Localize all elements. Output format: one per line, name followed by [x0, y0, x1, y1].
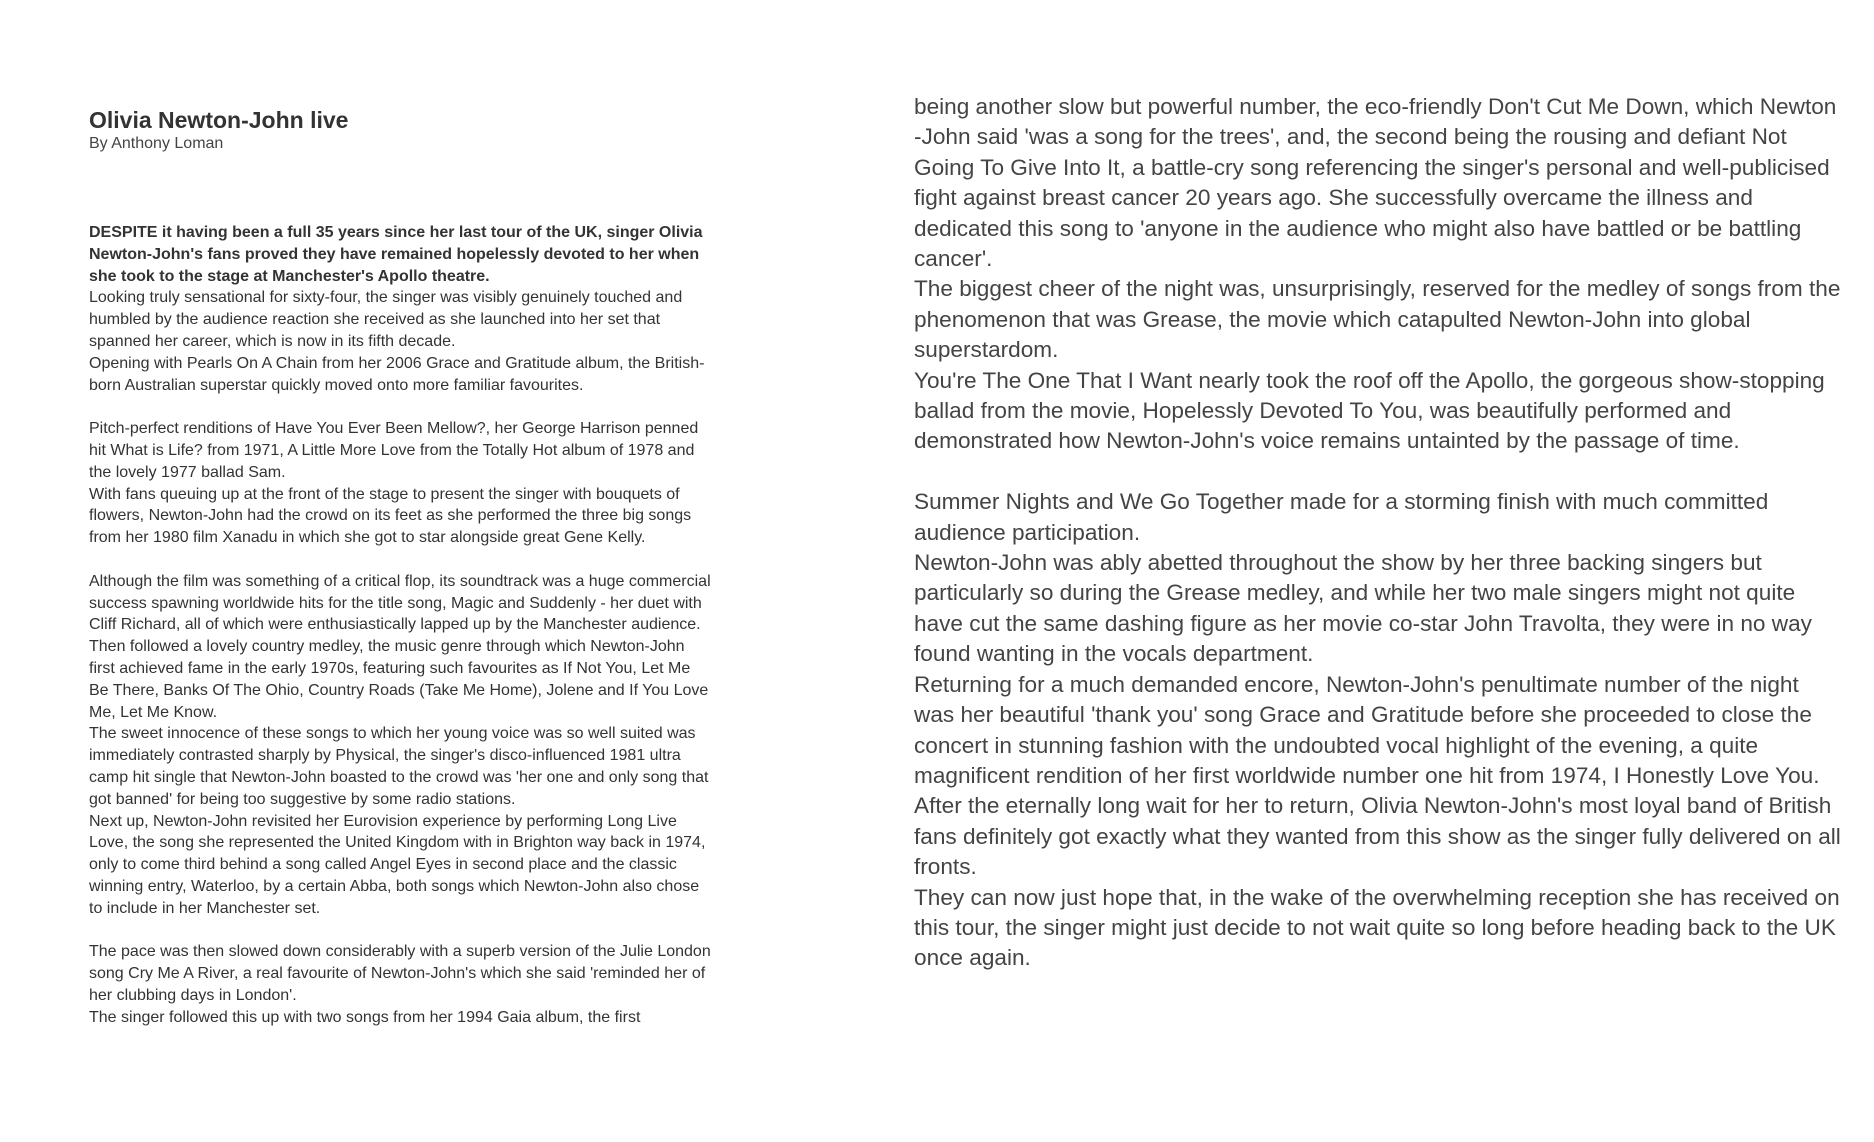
body-paragraph: Although the film was something of a critical flop, its soundtrack was a huge commercial success spawning worldwide hits for the title song, Magic and Suddenly - her duet with Cliff Richard, all of which were enthusiastically lapped up by the Manchester audience.	[89, 572, 711, 634]
body-paragraph: You're The One That I Want nearly took the roof off the Apollo, the gorgeous show-stopping ballad from the movie, Hopelessly Devoted To You, was beautifully performed and demonstrated how Newton-John's voice remains untainted by the passage of time.	[914, 367, 1825, 454]
body-paragraph: Opening with Pearls On A Chain from her 2006 Grace and Gratitude album, the British-born Australian superstar quickly moved onto more familiar favourites.	[89, 354, 705, 394]
article-header	[89, 106, 729, 154]
body-paragraph: Summer Nights and We Go Together made for a storming finish with much committed audience participation.	[914, 489, 1769, 545]
lede-paragraph: DESPITE it having been a full 35 years since her last tour of the UK, singer Olivia Newton-John's fans proved they have remained hopelessly devoted to her when she took to the stage at Manchester's Apollo theatre.	[89, 224, 703, 285]
body-paragraph: After the eternally long wait for her to return, Olivia Newton-John's most loyal band of British fans definitely got exactly what they wanted from this show as the singer fully delivered on all fronts.	[914, 793, 1841, 880]
right-page	[880, 0, 1874, 1142]
paragraph-gap	[914, 457, 1844, 487]
body-paragraph: Then followed a lovely country medley, the music genre through which Newton-John first achieved fame in the early 1970s, featuring such favourites as If Not You, Let Me Be There, Banks Of The Ohio, Country Roads (Take Me Home), Jolene and If You Love Me, Let Me Know.	[89, 638, 709, 721]
body-paragraph: The singer followed this up with two songs from her 1994 Gaia album, the first	[89, 1008, 641, 1026]
body-paragraph: The biggest cheer of the night was, unsurprisingly, reserved for the medley of songs from the phenomenon that was Grease, the movie which catapulted Newton-John into global superstardom.	[914, 276, 1841, 363]
body-paragraph: Looking truly sensational for sixty-four, the singer was visibly genuinely touched and humbled by the audience reaction she received as she launched into her set that spanned her career, which is now in its fifth decade.	[89, 289, 683, 350]
body-paragraph: The pace was then slowed down considerably with a superb version of the Julie London song Cry Me A River, a real favourite of Newton-John's which she said 'reminded her of her clubbing days in London'.	[89, 943, 711, 1004]
body-paragraph: being another slow but powerful number, the eco-friendly Don't Cut Me Down, which Newton -John said 'was a song for the trees', and, the second being the rousing and defiant Not Going To Give Into It, a battle-cry song referencing the singer's personal and well-publicised fight against breast cancer 20 years ago. She successfully overcame the illness and dedicated this song to 'anyone in the audience who might also have battled or be battling cancer'.	[914, 94, 1837, 272]
left-column-body	[89, 222, 711, 1028]
article-byline: By Anthony Loman	[89, 135, 224, 152]
body-paragraph: Next up, Newton-John revisited her Eurovision experience by performing Long Live Love, the song she represented the United Kingdom with in Brighton way back in 1974, only to come third behind a song called Angel Eyes in second place and the classic winning entry, Waterloo, by a certain Abba, both songs which Newton-John also chose to include in her Manchester set.	[89, 812, 706, 917]
paragraph-gap	[89, 920, 711, 942]
paragraph-gap	[89, 549, 711, 571]
body-paragraph: They can now just hope that, in the wake of the overwhelming reception she has received on this tour, the singer might just decide to not wait quite so long before heading back to the UK once again.	[914, 884, 1840, 971]
body-paragraph: The sweet innocence of these songs to which her young voice was so well suited was immediately contrasted sharply by Physical, the singer's disco-influenced 1981 ultra camp hit single that Newton-John boasted to the crowd was 'her one and only song that got banned' for being too suggestive by some radio stations.	[89, 725, 709, 808]
left-page	[0, 0, 780, 1142]
body-paragraph: Newton-John was ably abetted throughout the show by her three backing singers but particularly so during the Grease medley, and while her two male singers might not quite have cut the same dashing figure as her movie co-star John Travolta, they were in no way found wanting in the vocals department.	[914, 550, 1812, 667]
right-column-body	[914, 92, 1844, 974]
paragraph-gap	[89, 396, 711, 418]
body-paragraph: With fans queuing up at the front of the stage to present the singer with bouquets of flowers, Newton-John had the crowd on its feet as she performed the three big songs from her 1980 film Xanadu in which she got to star alongside great Gene Kelly.	[89, 485, 692, 547]
article-title: Olivia Newton-John live	[89, 107, 349, 133]
body-paragraph: Pitch-perfect renditions of Have You Ever Been Mellow?, her George Harrison penned hit What is Life? from 1971, A Little More Love from the Totally Hot album of 1978 and the lovely 1977 ballad Sam.	[89, 420, 699, 481]
body-paragraph: Returning for a much demanded encore, Newton-John's penultimate number of the night was her beautiful 'thank you' song Grace and Gratitude before she proceeded to close the concert in stunning fashion with the undoubted vocal highlight of the evening, a quite magnificent rendition of her first worldwide number one hit from 1974, I Honestly Love You.	[914, 671, 1820, 788]
